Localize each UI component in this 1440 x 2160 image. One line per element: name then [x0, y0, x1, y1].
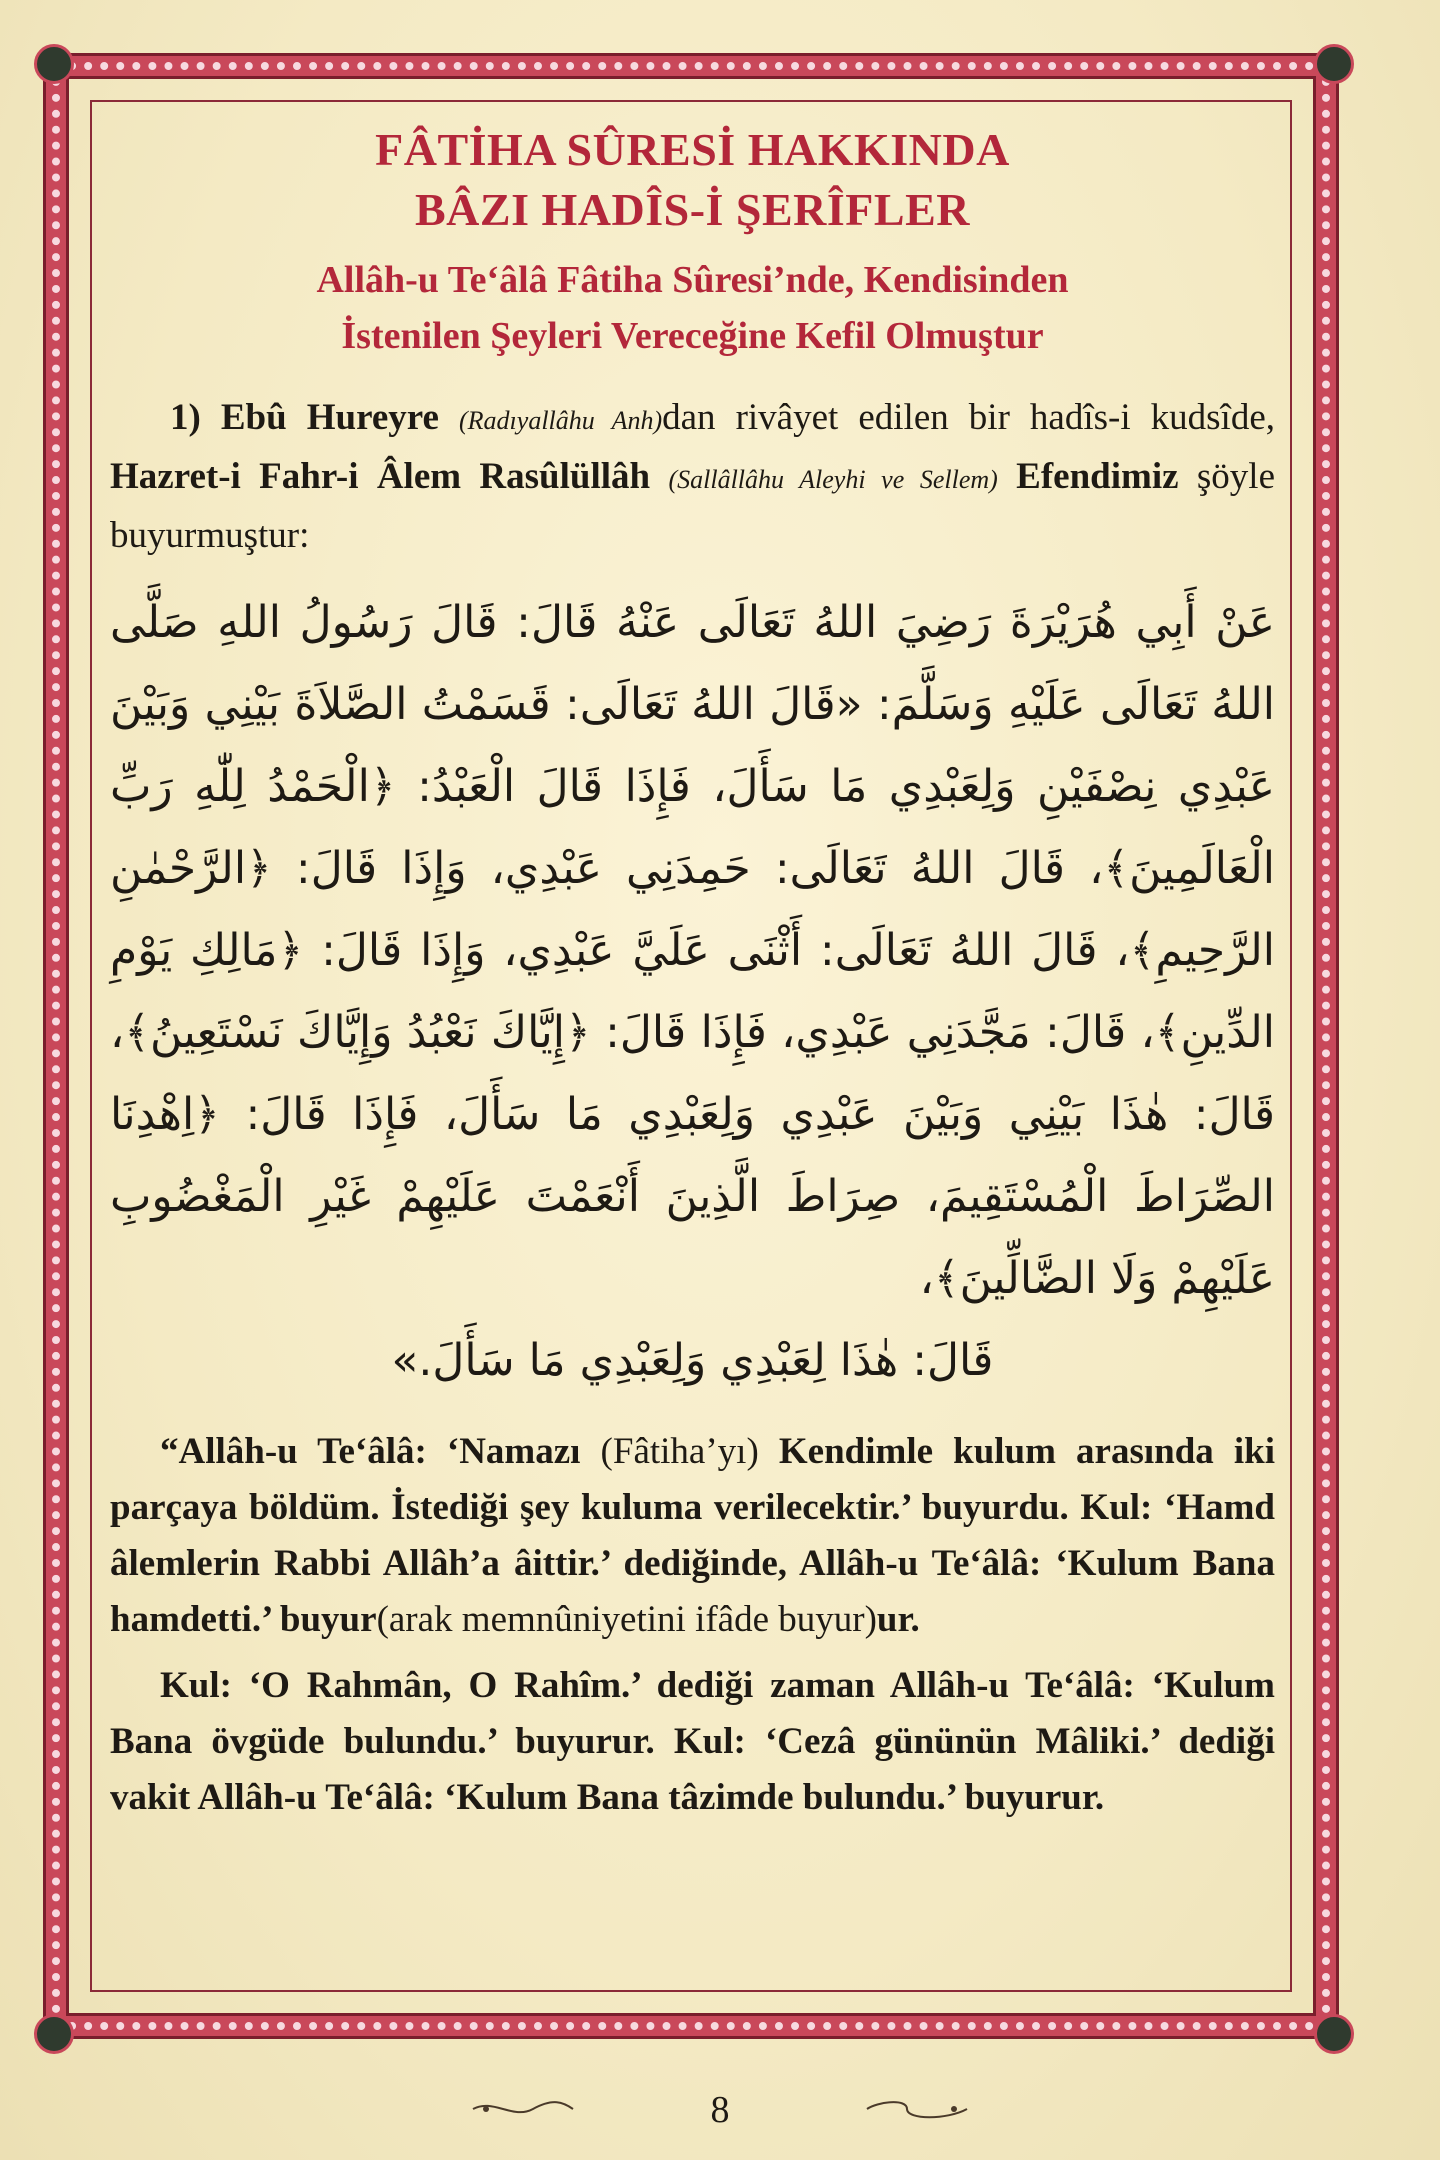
corner-ornament-icon	[34, 2014, 74, 2054]
translation-paragraph-2: Kul: ‘O Rahmân, O Rahîm.’ dediği zaman Allâh-u Te‘âlâ: ‘Kulum Bana övgüde bulundu.’ buyurur. Kul: ‘Cezâ gününün Mâliki.’ dediği vakit Allâh-u Te‘âlâ: ‘Kulum Bana tâzimde bulundu.’ buyurur.	[110, 1665, 1275, 1818]
section-subtitle-line2: İstenilen Şeyleri Vereceğine Kefil Olmuştur	[341, 315, 1044, 357]
page-number: 8	[710, 2089, 730, 2131]
translation-parenthetical: (Fâtiha’yı)	[600, 1431, 759, 1472]
prophet-honorific: (Sallâllâhu Aleyhi ve Sellem)	[668, 465, 998, 494]
corner-ornament-icon	[1314, 2014, 1354, 2054]
hadith-intro	[110, 390, 1275, 564]
arabic-hadith-text	[110, 582, 1275, 1402]
intro-text-end: şöyle buyurmuştur:	[110, 456, 1276, 556]
section-subtitle	[110, 252, 1275, 364]
translation-part: ur.	[876, 1599, 920, 1640]
translation-part: Kendimle kulum arasında iki parçaya böldüm. İstediği şey kuluma verilecektir.’ buyurdu. Kul: ‘Hamd âlemlerin Rabbi Allâh’a âittir.’ dediğinde, Allâh-u Te‘âlâ: ‘Kulum Bana hamdetti.’ buyur	[110, 1431, 1276, 1640]
narrator-honorific: (Radıyallâhu Anh)	[459, 406, 663, 435]
section-subtitle-line1: Allâh-u Te‘âlâ Fâtiha Sûresi’nde, Kendisinden	[316, 259, 1069, 301]
chapter-title-line1: FÂTİHA SÛRESİ HAKKINDA	[375, 124, 1010, 175]
hadith-number: 1)	[170, 397, 201, 438]
translation-parenthetical: (arak memnûniyetini ifâde buyur)	[376, 1599, 877, 1640]
prophet-name: Hazret-i Fahr-i Âlem Rasûlüllâh	[110, 456, 651, 497]
intro-text: dan rivâyet edilen bir hadîs-i kudsîde,	[662, 397, 1276, 438]
chapter-title-line2: BÂZI HADÎS-İ ŞERÎFLER	[415, 184, 970, 235]
translation-paragraph-1	[110, 1424, 1275, 1648]
efendimiz-text: Efendimiz	[1016, 456, 1179, 497]
corner-ornament-icon	[1314, 44, 1354, 84]
arabic-hadith-body: عَنْ أَبِي هُرَيْرَةَ رَضِيَ اللهُ تَعَالَى عَنْهُ قَالَ: قَالَ رَسُولُ اللهِ صَلَّى اللهُ تَعَالَى عَلَيْهِ وَسَلَّمَ: «قَالَ اللهُ تَعَالَى: قَسَمْتُ الصَّلاَةَ بَيْنِي وَبَيْنَ عَبْدِي نِصْفَيْنِ وَلِعَبْدِي مَا سَأَلَ، فَإِذَا قَالَ الْعَبْدُ: ﴿الْحَمْدُ لِلّٰهِ رَبِّ الْعَالَمِينَ﴾، قَالَ اللهُ تَعَالَى: حَمِدَنِي عَبْدِي، وَإِذَا قَالَ: ﴿الرَّحْمٰنِ الرَّحِيمِ﴾، قَالَ اللهُ تَعَالَى: أَثْنَى عَلَيَّ عَبْدِي، وَإِذَا قَالَ: ﴿مَالِكِ يَوْمِ الدِّينِ﴾، قَالَ: مَجَّدَنِي عَبْدِي، فَإِذَا قَالَ: ﴿إِيَّاكَ نَعْبُدُ وَإِيَّاكَ نَسْتَعِينُ﴾، قَالَ: هٰذَا بَيْنِي وَبَيْنَ عَبْدِي وَلِعَبْدِي مَا سَأَلَ، فَإِذَا قَالَ: ﴿اِهْدِنَا الصِّرَاطَ الْمُسْتَقِيمَ، صِرَاطَ الَّذِينَ أَنْعَمْتَ عَلَيْهِمْ غَيْرِ الْمَغْضُوبِ عَلَيْهِمْ وَلَا الضَّالِّينَ﴾،	[110, 597, 1275, 1304]
flourish-right-icon	[862, 2098, 972, 2120]
corner-ornament-icon	[34, 44, 74, 84]
translation-part: “Allâh-u Te‘âlâ: ‘Namazı	[160, 1431, 581, 1472]
chapter-title	[110, 120, 1275, 240]
narrator-name: Ebû Hureyre	[220, 397, 439, 438]
page-content	[110, 120, 1275, 1826]
arabic-hadith-last-line: قَالَ: هٰذَا لِعَبْدِي وَلِعَبْدِي مَا سَأَلَ.»	[391, 1335, 994, 1386]
